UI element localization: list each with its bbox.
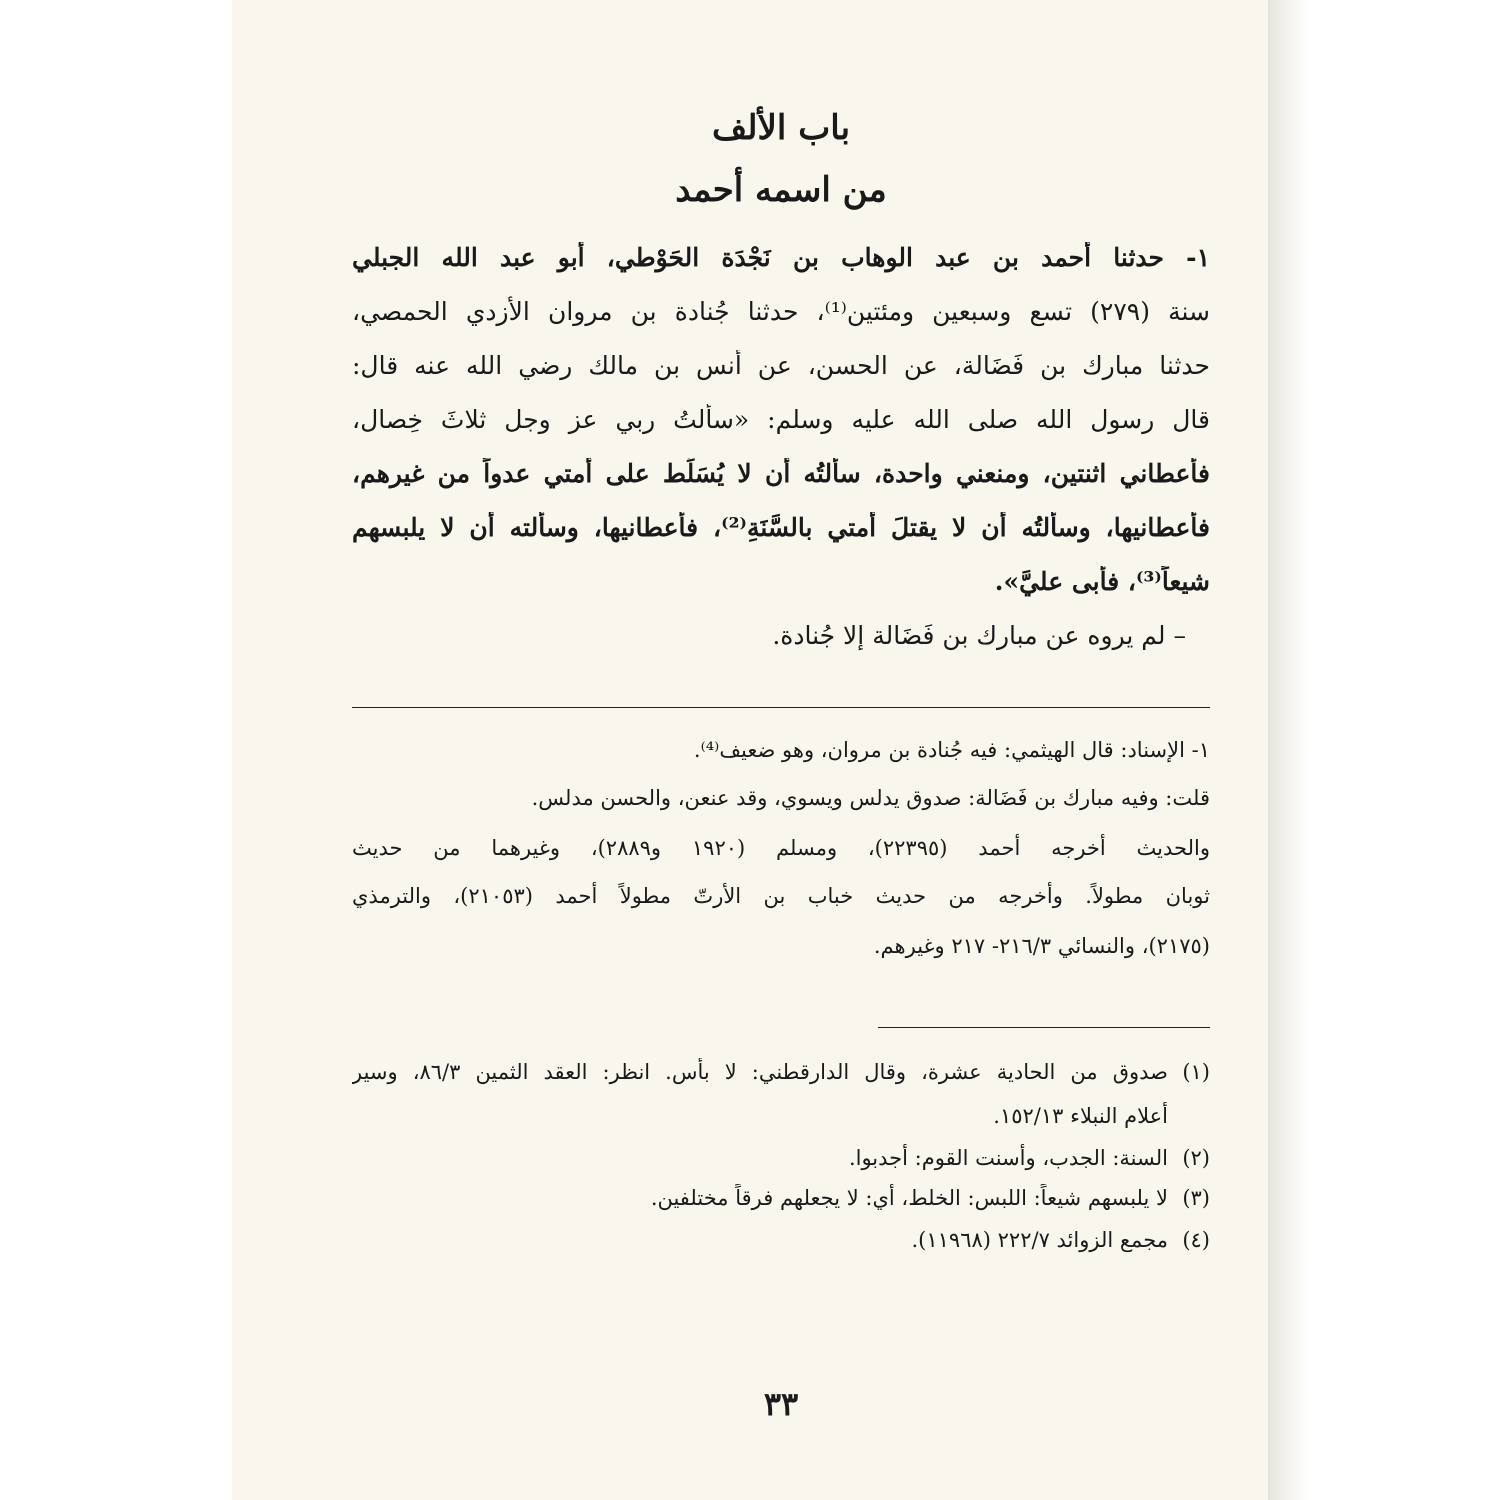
footnote-text: لا يلبسهم شيعاً: اللبس: الخلط، أي: لا يجعلهم فرقاً مختلفين. [650, 1186, 1168, 1210]
footnote-rule [878, 1027, 1210, 1028]
footnote-number: (٢) [1182, 1146, 1210, 1170]
separator-rule [352, 707, 1210, 708]
hadith-line: قال رسول الله صلى الله عليه وسلم: «سألتُ ربي عز وجل ثلاثَ خِصال، [352, 405, 1210, 434]
footnote-text: صدوق من الحادية عشرة، وقال الدارقطني: لا بأس. انظر: العقد الثمين ٨٦/٣، وسير [352, 1060, 1168, 1084]
footnote-number: (٤) [1182, 1228, 1210, 1252]
footnote-1-continuation: أعلام النبلاء ١٥٢/١٣. [993, 1104, 1168, 1128]
page-content [352, 0, 1210, 1500]
section-heading: من اسمه أحمد [675, 170, 887, 210]
hadith-line: شيعاً⁽³⁾، فأبى عليَّ». [994, 567, 1210, 596]
footnote-2 [352, 1144, 1210, 1172]
footnote-3 [352, 1184, 1210, 1212]
takhrij-line: ١- الإسناد: قال الهيثمي: فيه جُنادة بن مروان، وهو ضعيف⁽⁴⁾. [693, 738, 1210, 762]
hadith-line: فأعطاني اثنتين، ومنعني واحدة، سألتُه أن لا يُسَلِّط على أمتي عدواً من غيرهم، [352, 459, 1210, 488]
footnote-number: (١) [1182, 1060, 1210, 1084]
hadith-line: فأعطانيها، وسألتُه أن لا يقتلَ أمتي بالسَّنَةِ⁽²⁾، فأعطانيها، وسألته أن لا يلبسهم [352, 513, 1210, 542]
footnote-number: (٣) [1182, 1186, 1210, 1210]
footnote-text: مجمع الزوائد ٢٢٢/٧ (١١٩٦٨). [911, 1228, 1168, 1252]
hadith-line: ١- حدثنا أحمد بن عبد الوهاب بن نَجْدَة الحَوْطي، أبو عبد الله الجبلي [352, 243, 1210, 272]
footnote-text: السنة: الجدب، وأسنت القوم: أجدبوا. [848, 1146, 1168, 1170]
takhrij-line: (٢١٧٥)، والنسائي ٢١٦/٣- ٢١٧ وغيرهم. [873, 934, 1210, 958]
remark-line: – لم يروه عن مبارك بن فَضَالة إلا جُنادة. [772, 621, 1186, 650]
chapter-heading: باب الألف [711, 108, 851, 148]
hadith-line: سنة (٢٧٩) تسع وسبعين ومئتين⁽¹⁾، حدثنا جُنادة بن مروان الأزدي الحمصي، [352, 297, 1210, 326]
page-number: ٣٣ [763, 1385, 799, 1423]
takhrij-line: ثوبان مطولاً. وأخرجه من حديث خباب بن الأرتّ مطولاً أحمد (٢١٠٥٣)، والترمذي [352, 884, 1210, 908]
takhrij-line: والحديث أخرجه أحمد (٢٢٣٩٥)، ومسلم (١٩٢٠ و٢٨٨٩)، وغيرهما من حديث [352, 836, 1210, 860]
footnote-1 [352, 1058, 1210, 1086]
footnote-4 [352, 1226, 1210, 1254]
hadith-line: حدثنا مبارك بن فَضَالة، عن الحسن، عن أنس بن مالك رضي الله عنه قال: [352, 351, 1210, 380]
page-edge-shadow [1268, 0, 1308, 1500]
takhrij-line: قلت: وفيه مبارك بن فَضَالة: صدوق يدلس ويسوي، وقد عنعن، والحسن مدلس. [531, 786, 1210, 810]
